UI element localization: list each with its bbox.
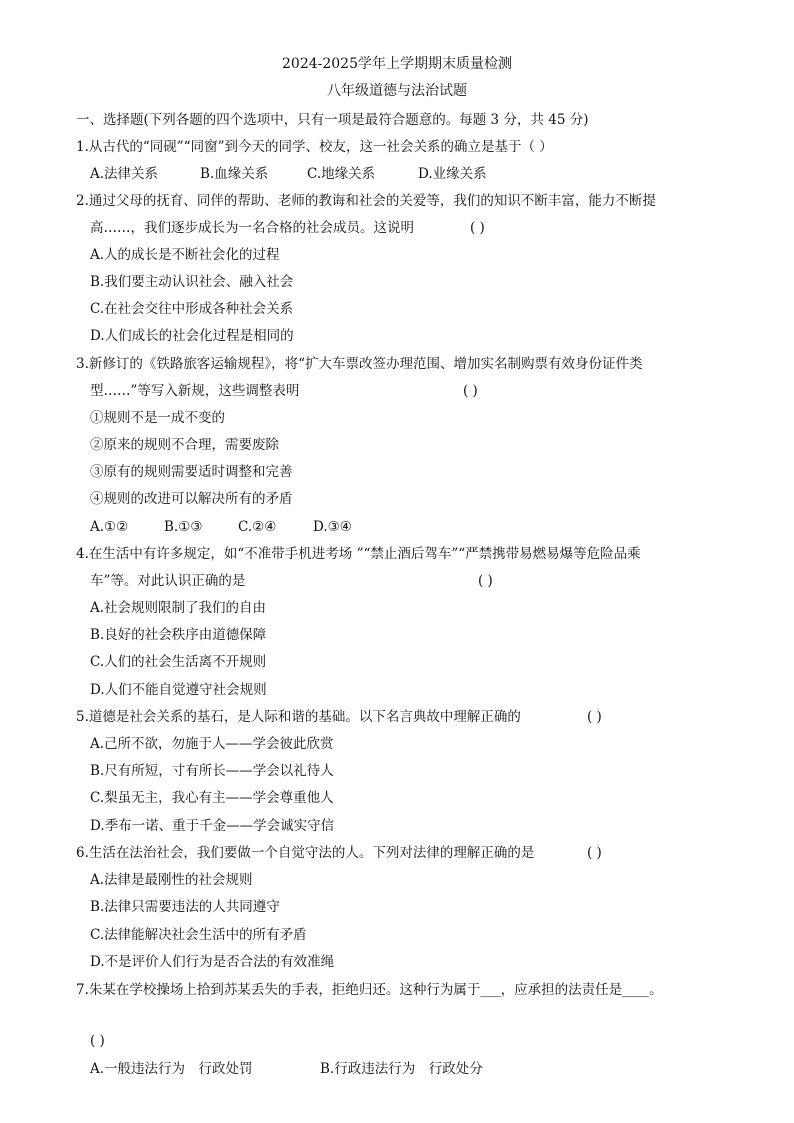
- question-5-option-c: C.梨虽无主，我心有主——学会尊重他人: [90, 790, 334, 806]
- question-5-option-d: D.季布一诺、重于千金——学会诚实守信: [90, 818, 335, 834]
- question-7-option-a: A.一般违法行为 行政处罚: [90, 1061, 253, 1077]
- question-3-stem-line1: 3.新修订的《铁路旅客运输规程》，将“扩大车票改签办理范围、增加实名制购票有效身份证件类: [76, 356, 643, 372]
- question-2-answer-paren: ( ): [470, 220, 485, 236]
- question-1-option-a: A.法律关系: [90, 166, 159, 182]
- question-5-stem: 5.道德是社会关系的基石，是人际和谐的基础。以下名言典故中理解正确的: [76, 709, 521, 725]
- question-4-stem-line1: 4.在生活中有许多规定，如“不准带手机进考场 ”“禁止酒后驾车”“严禁携带易燃易爆等危险品乘: [76, 546, 641, 562]
- question-1-option-d: D.业缘关系: [418, 166, 487, 182]
- question-7-stem: 7.朱某在学校操场上拾到苏某丢失的手表，拒绝归还。这种行为属于___，应承担的法责任是____。: [76, 982, 663, 998]
- question-7-answer-paren: ( ): [90, 1033, 105, 1049]
- question-3-statement-2: ②原来的规则不合理，需要废除: [90, 437, 279, 453]
- question-6-option-c: C.法律能解决社会生活中的所有矛盾: [90, 927, 307, 943]
- question-3-statement-1: ①规则不是一成不变的: [90, 410, 225, 426]
- question-1-option-b: B.血缘关系: [200, 166, 269, 182]
- question-6-answer-paren: ( ): [587, 845, 602, 861]
- question-5-option-b: B.尺有所短，寸有所长——学会以礼待人: [90, 763, 334, 779]
- question-2-option-b: B.我们要主动认识社会、融入社会: [90, 274, 294, 290]
- question-4-answer-paren: ( ): [478, 573, 493, 589]
- question-4-option-d: D.人们不能自觉遵守社会规则: [90, 682, 267, 698]
- question-4-stem-line2: 车”等。对此认识正确的是: [90, 573, 246, 589]
- question-6-option-d: D.不是评价人们行为是否合法的有效准绳: [90, 954, 335, 970]
- question-2-stem-line1: 2.通过父母的抚育、同伴的帮助、老师的教诲和社会的关爱等，我们的知识不断丰富，能力不断提: [76, 193, 656, 209]
- question-6-option-a: A.法律是最刚性的社会规则: [90, 872, 253, 888]
- question-1-stem: 1.从古代的“同砚”“同窗”到今天的同学、校友，这一社会关系的确立是基于（ ）: [76, 139, 553, 155]
- question-3-option-d: D.③④: [313, 519, 352, 535]
- question-7-option-b: B.行政违法行为 行政处分: [320, 1061, 483, 1077]
- question-6-stem: 6.生活在法治社会，我们要做一个自觉守法的人。下列对法律的理解正确的是: [76, 845, 535, 861]
- exam-subtitle: 八年级道德与法治试题: [327, 83, 467, 99]
- question-3-stem-line2: 型……”等写入新规，这些调整表明: [90, 383, 300, 399]
- question-2-stem-line2: 高……，我们逐步成长为一名合格的社会成员。这说明: [90, 220, 414, 236]
- question-2-option-d: D.人们成长的社会化过程是相同的: [90, 328, 294, 344]
- question-6-option-b: B.法律只需要违法的人共同遵守: [90, 899, 280, 915]
- section-heading: 一、选择题(下列各题的四个选项中，只有一项是最符合题意的。每题 3 分，共 45 分): [76, 112, 589, 128]
- question-2-option-a: A.人的成长是不断社会化的过程: [90, 247, 280, 263]
- question-3-statement-4: ④规则的改进可以解决所有的矛盾: [90, 491, 293, 507]
- question-4-option-a: A.社会规则限制了我们的自由: [90, 600, 267, 616]
- question-3-option-b: B.①③: [164, 519, 203, 535]
- question-3-option-c: C.②④: [238, 519, 277, 535]
- question-3-statement-3: ③原有的规则需要适时调整和完善: [90, 464, 293, 480]
- question-5-answer-paren: ( ): [587, 709, 602, 725]
- exam-title: 2024-2025学年上学期期末质量检测: [282, 56, 512, 72]
- question-3-option-a: A.①②: [90, 519, 129, 535]
- question-1-option-c: C.地缘关系: [307, 166, 376, 182]
- question-2-option-c: C.在社会交往中形成各种社会关系: [90, 301, 294, 317]
- question-3-answer-paren: ( ): [463, 383, 478, 399]
- question-4-option-c: C.人们的社会生活离不开规则: [90, 654, 267, 670]
- question-5-option-a: A.己所不欲，勿施于人——学会彼此欣赏: [90, 736, 334, 752]
- question-4-option-b: B.良好的社会秩序由道德保障: [90, 627, 267, 643]
